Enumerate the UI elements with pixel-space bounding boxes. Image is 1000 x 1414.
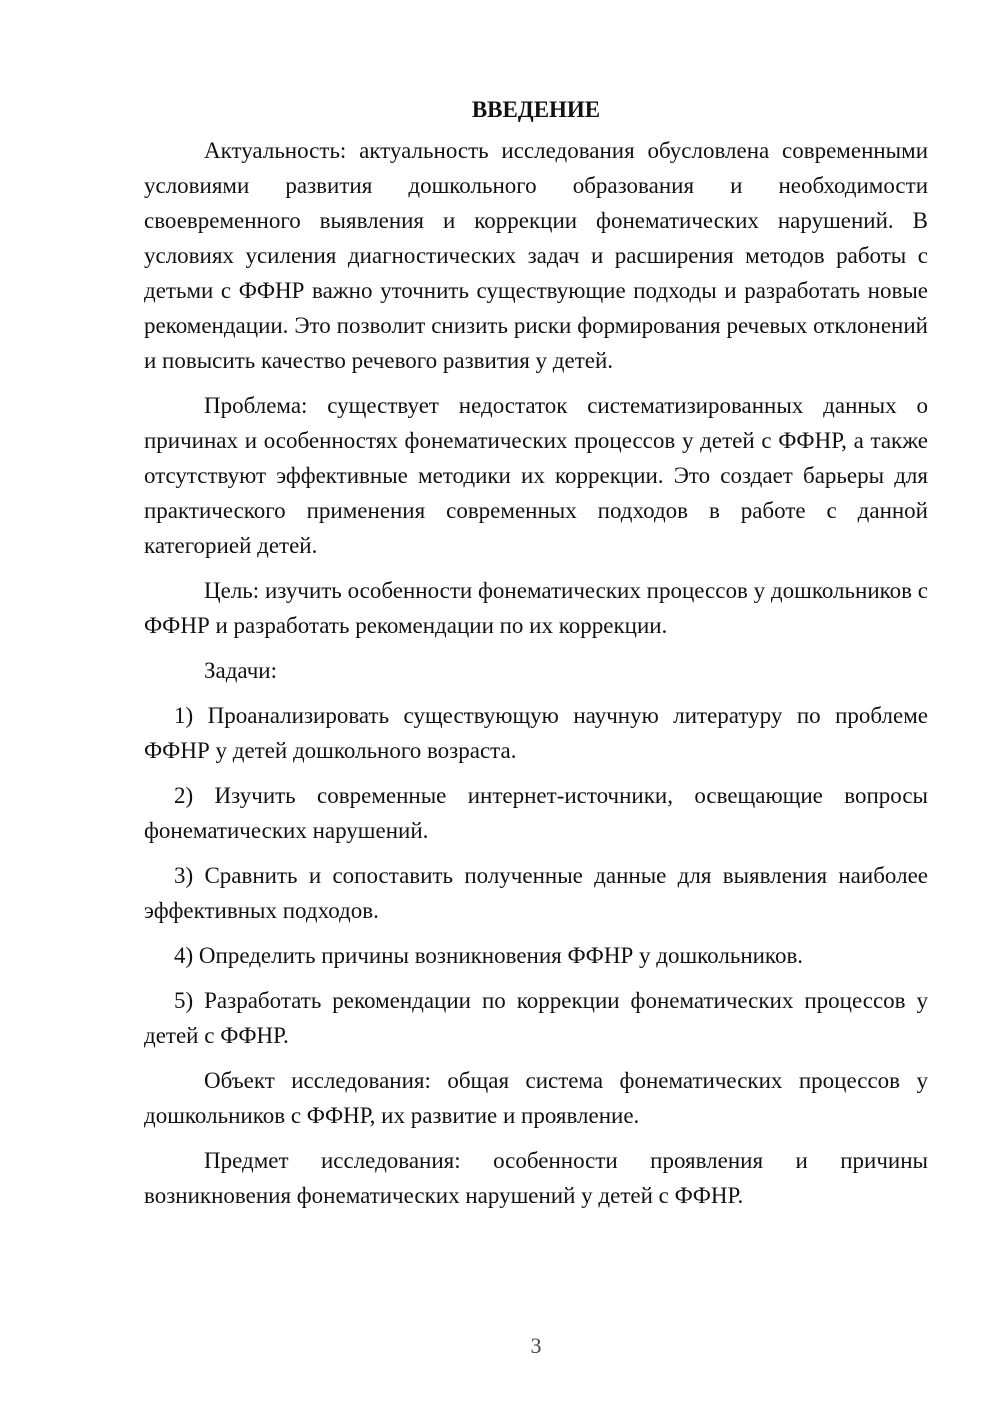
task-item-2: 2) Изучить современные интернет-источники, освещающие вопросы фонематических нарушений.	[144, 783, 928, 843]
task-item-5: 5) Разработать рекомендации по коррекции фонематических процессов у детей с ФФНР.	[144, 988, 928, 1048]
subject-paragraph: Предмет исследования: особенности проявления и причины возникновения фонематических нарушений у детей с ФФНР.	[144, 1148, 928, 1208]
document-body	[144, 92, 928, 1223]
tasks-heading: Задачи:	[204, 658, 277, 683]
page-title: ВВЕДЕНИЕ	[471, 97, 601, 122]
problem-paragraph: Проблема: существует недостаток систематизированных данных о причинах и особенностях фонематических процессов у детей с ФФНР, а также отсутствуют эффективные методики их коррекции. Это создает барьеры для практического применения современных подходов в работе с данной категорией детей.	[144, 393, 928, 558]
page-number: 3	[530, 1333, 542, 1358]
task-item-4: 4) Определить причины возникновения ФФНР у дошкольников.	[174, 943, 804, 968]
relevance-paragraph: Актуальность: актуальность исследования обусловлена современными условиями развития дошкольного образования и необходимости своевременного выявления и коррекции фонематических нарушений. В условиях усиления диагностических задач и расширения методов работы с детьми с ФФНР важно уточнить существующие подходы и разработать новые рекомендации. Это позволит снизить риски формирования речевых отклонений и повысить качество речевого развития у детей.	[144, 138, 928, 373]
task-item-1: 1) Проанализировать существующую научную литературу по проблеме ФФНР у детей дошкольного возраста.	[144, 703, 928, 763]
object-paragraph: Объект исследования: общая система фонематических процессов у дошкольников с ФФНР, их развитие и проявление.	[144, 1068, 928, 1128]
goal-paragraph: Цель: изучить особенности фонематических процессов у дошкольников с ФФНР и разработать рекомендации по их коррекции.	[144, 578, 928, 638]
task-item-3: 3) Сравнить и сопоставить полученные данные для выявления наиболее эффективных подходов.	[144, 863, 928, 923]
